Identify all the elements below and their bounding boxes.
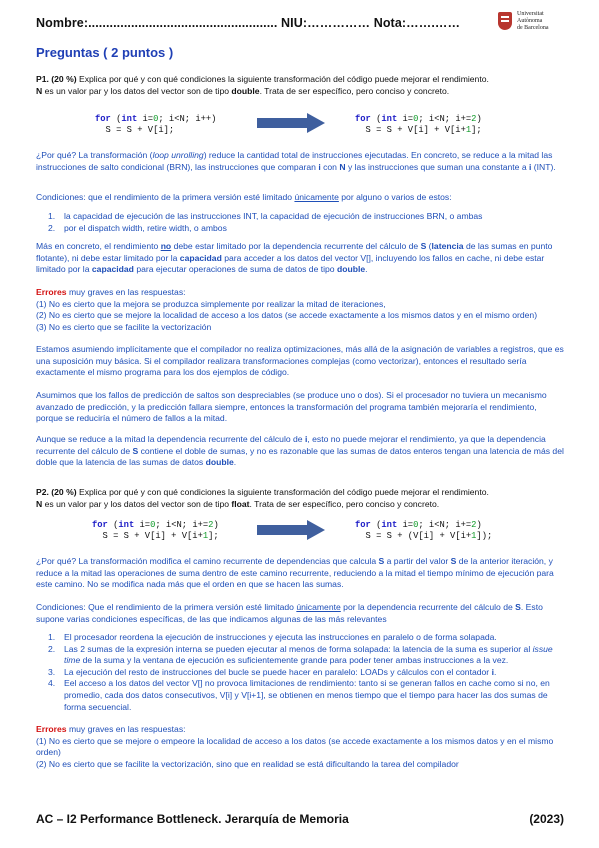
p1-condiciones: Condiciones: que el rendimiento de la primera versión esté limitado únicamente por alguno o varios de estos: (36, 192, 452, 202)
error-item: (2) No es cierto que se mejore la localidad de acceso a los datos (se accede exactamente a los mismos datos y en el mismo orden) (36, 310, 538, 321)
p2-code-transformed: for (int i=0; i<N; i+=2) S = S + (V[i] + V[i+1]); (355, 520, 493, 541)
error-item: (2) No es cierto que se facilite la vectorización, sino que en realidad se está dificultando la tarea del compilador (36, 758, 459, 769)
p1-code-original: for (int i=0; i<N; i++) S = S + V[i]; (95, 114, 217, 135)
p1-question-n: N (36, 85, 43, 96)
list-item: 3. La ejecución del resto de instrucciones del bucle se puede hacer en paralelo: LOADs y cálculos con el contador i. (48, 666, 497, 677)
p1-question-text-c: . Trata de ser específico, pero conciso y concreto. (259, 85, 450, 96)
error-item: (1) No es cierto que la mejora se produzca simplemente por realizar la mitad de iteraciones, (36, 298, 386, 309)
footer-title: AC – I2 Performance Bottleneck. Jerarquía de Memoria (36, 812, 349, 826)
p2-condiciones: Condiciones: Que el rendimiento de la primera versión esté limitado únicamente por la dependencia recurrente del cálculo de S. Esto supone varias condiciones específicas, de las que indicamos algunas de las más relevantes (36, 602, 543, 624)
university-logo (498, 10, 578, 44)
p1-mas-concreto: Más en concreto, el rendimiento no debe estar limitado por la dependencia recurrente del cálculo de S (latencia de las sumas en punto flotante), ni debe estar limitado por la capacidad para acceder a los datos del vector V[], incluyendo los fallos en cache, ni debe estar limitado por la capacidad para ejecutar operaciones de suma de datos de tipo double. (36, 241, 553, 275)
p2-question-text-b: es un valor par y los datos del vector son de tipo (42, 498, 232, 509)
p2-code-original: for (int i=0; i<N; i+=2) S = S + V[i] + V[i+1]; (92, 520, 219, 541)
p2-label: P2. (20 %) (36, 487, 77, 497)
list-item: 4. Eel acceso a los datos del vector V[] no provoca limitaciones de rendimiento: tanto si se generan fallos en cache como si no, en promedio, cada dos datos consecutivos, V[i] y V[i+1], se obtienen en menos tiempo que el tiempo para hacer las dos sumas de forma secuencial. (48, 678, 550, 712)
university-crest-icon (498, 12, 512, 30)
list-item: 1. la capacidad de ejecución de las instrucciones INT, la capacidad de ejecución de instrucciones BRN, o ambas (48, 211, 483, 221)
list-item: 2. Las 2 sumas de la expresión interna se pueden ejecutar al menos de forma solapada: la latencia de la suma es superior al issue time de la suma y la ventana de ejecución es suficientemente grande para poder tener ambas instrucciones a la vez. (48, 643, 553, 666)
student-header-line: Nombre:..................................................... NIU:…………… Nota:…….…… (36, 16, 461, 30)
p2-question (36, 487, 564, 510)
section-title: Preguntas ( 2 puntos ) (36, 45, 174, 60)
error-item: (1) No es cierto que se mejore o empeore la localidad de acceso a los datos (se accede exactamente a los mismos datos y en el mismo orden) (36, 735, 554, 758)
p2-question-type: float (231, 498, 250, 509)
p2-errores: Errores muy graves en las respuestas: (1) No es cierto que se mejore o empeore la localidad de acceso a los datos (se accede exactamente a los mismos datos y en el mismo orden) (2) No es cierto que se facilite la vectorización, sino que en realidad se está dificultando la tarea del compilador (36, 724, 554, 769)
p1-asumimos-2: Asumimos que los fallos de predicción de saltos son despreciables (se produce uno o dos). Si el procesador no tuviera un mecanismo avanzado de predicción, y la predicción fallara siempre, entonces la transformación del programa también mejoraría el rendimiento, porque se reduciría el número de fallos a la mitad. (36, 390, 547, 424)
error-item: (3) No es cierto que se facilite la vectorización (36, 321, 212, 332)
footer-year: (2023) (529, 812, 564, 826)
list-item: 1. El procesador reordena la ejecución de instrucciones y ejecuta las instrucciones en paralelo o de forma solapada. (48, 632, 497, 642)
p2-arrow-icon (255, 520, 327, 540)
p1-question-type: double (231, 85, 260, 96)
p1-errores: Errores muy graves en las respuestas: (1) No es cierto que la mejora se produzca simplemente por realizar la mitad de iteraciones, (2) No es cierto que se mejore la localidad de acceso a los datos (se accede exactamente a los mismos datos y en el mismo orden) (3) No es cierto que se facilite la vectorización (36, 287, 538, 332)
page-footer (36, 812, 564, 826)
p1-asumimos-1: Estamos asumiendo implícitamente que el compilador no realiza optimizaciones, más allá de la asignación de variables a registros, que es una suposición muy básica. Si el compilador realizara transformaciones complejas (como vectorizar), entonces el resultado sería exactamente el mismo programa para los dos ejemplos de código. (36, 344, 564, 378)
p1-question-text-a: Explica por qué y con qué condiciones la siguiente transformación del código puede mejorar el rendimiento. (76, 74, 489, 84)
p2-cond-list (36, 632, 564, 713)
p1-code-transformed: for (int i=0; i<N; i+=2) S = S + V[i] + V[i+1]; (355, 114, 482, 135)
p1-arrow-icon (255, 113, 327, 133)
list-item: 2. por el dispatch width, retire width, o ambos (48, 222, 227, 233)
p1-aunque: Aunque se reduce a la mitad la dependencia recurrente del cálculo de i, esto no puede mejorar el rendimiento, ya que la dependencia recurrente del cálculo de S contiene el doble de sumas, y no es razonable que las sumas de datos enteros tengan una latencia de más del doble que la latencia de las sumas de datos double. (36, 434, 564, 468)
p1-question (36, 74, 564, 97)
p2-question-n: N (36, 498, 43, 509)
p1-porque: ¿Por qué? La transformación (loop unrolling) reduce la cantidad total de instrucciones ejecutadas. En concreto, se reduce a la mitad las instrucciones de salto condicional (BRN), las instrucciones que comparan i con N y las instrucciones que suman una constante a i (INT). (36, 150, 556, 172)
p2-question-text-a: Explica por qué y con qué condiciones la siguiente transformación del código puede mejorar el rendimiento. (76, 487, 489, 497)
logo-text: Universitat Autònoma de Barcelona (517, 11, 549, 31)
p2-porque: ¿Por qué? La transformación modifica el camino recurrente de dependencias que calcula S a partir del valor S de la anterior iteración, y reduce a la mitad las operaciones de suma dentro de este camino recurrente, reduciendo a la mitad el tiempo mínimo de ejecución para este camino. No se modifica nada más que el orden en que se hacen las sumas. (36, 556, 554, 590)
p1-cond-list (36, 211, 564, 234)
p1-question-text-b: es un valor par y los datos del vector son de tipo (42, 85, 232, 96)
p1-label: P1. (20 %) (36, 74, 77, 84)
p2-question-text-c: . Trata de ser específico, pero conciso y concreto. (249, 498, 440, 509)
